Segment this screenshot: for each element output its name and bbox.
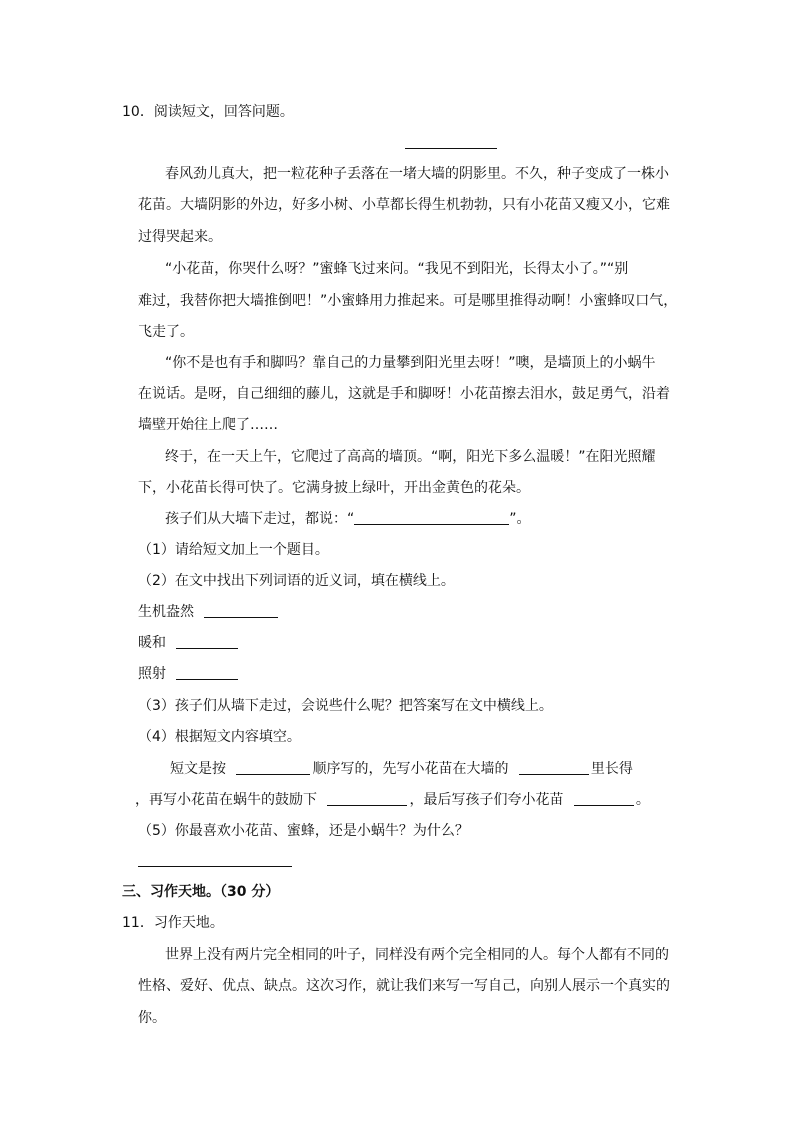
essay-prompt-line: 你。	[138, 1010, 166, 1026]
synonym-word: 照射	[138, 666, 166, 682]
passage-line: “小花苗，你哭什么呀？”蜜蜂飞过来问。“我见不到阳光，长得太小了。”“别	[165, 261, 629, 277]
sub-question-4: （4）根据短文内容填空。	[138, 729, 301, 745]
passage-line: 难过，我替你把大墙推倒吧！”小蜜蜂用力推起来。可是哪里推得动啊！小蜜蜂叹口气，	[138, 293, 678, 309]
synonym-blank[interactable]	[176, 665, 238, 680]
kids-quote-blank[interactable]	[354, 510, 509, 525]
fill-line-a	[170, 759, 633, 779]
passage-line: 终于，在一天上午，它爬过了高高的墙顶。“啊，阳光下多么温暖！”在阳光照耀	[165, 449, 656, 465]
section-3-heading: 三、习作天地。（30 分）	[122, 884, 280, 900]
kids-quote-before: 孩子们从大墙下走过，都说：“	[165, 511, 355, 527]
passage-line: 墙壁开始往上爬了……	[138, 417, 278, 433]
essay-prompt-line: 性格、爱好、优点、缺点。这次习作，就让我们来写一写自己，向别人展示一个真实的	[138, 978, 670, 994]
synonym-word: 暖和	[138, 635, 166, 651]
fill-text: ，最后写孩子们夸小花苗	[409, 792, 564, 808]
fill-blank[interactable]	[519, 760, 589, 775]
sub-question-3: （3）孩子们从墙下走过，会说些什么呢？把答案写在文中横线上。	[138, 698, 553, 714]
fill-blank[interactable]	[236, 760, 310, 775]
fill-text: 。	[635, 792, 650, 808]
answer-line-5[interactable]	[138, 866, 292, 867]
essay-prompt-line: 世界上没有两片完全相同的叶子，同样没有两个完全相同的人。每个人都有不同的	[165, 947, 669, 963]
passage-line: “你不是也有手和脚吗？靠自己的力量攀到阳光里去呀！”噢，是墙顶上的小蜗牛	[165, 355, 656, 371]
passage-line: 在说话。是呀，自己细细的藤儿，这就是手和脚呀！小花苗擦去泪水，鼓足勇气，沿着	[138, 386, 670, 402]
fill-text: 顺序写的，先写小花苗在大墙的	[312, 761, 509, 777]
synonym-blank[interactable]	[176, 634, 238, 649]
sub-question-1: （1）请给短文加上一个题目。	[138, 542, 329, 558]
synonym-row	[138, 602, 278, 622]
fill-text: 短文是按	[170, 761, 226, 777]
passage-line: 春风劲儿真大，把一粒花种子丢落在一堵大墙的阴影里。不久，种子变成了一株小	[165, 166, 669, 182]
sub-question-2: （2）在文中找出下列词语的近义词，填在横线上。	[138, 573, 455, 589]
fill-line-b	[135, 790, 650, 810]
passage-line: 花苗。大墙阴影的外边，好多小树、小草都长得生机勃勃，只有小花苗又瘦又小，它难	[138, 197, 670, 213]
fill-blank[interactable]	[574, 791, 634, 806]
fill-text: ，再写小花苗在蜗牛的鼓励下	[135, 792, 317, 808]
kids-quote-line	[165, 509, 531, 529]
fill-blank[interactable]	[327, 791, 407, 806]
title-answer-line[interactable]	[405, 148, 497, 149]
passage-line: 下，小花苗长得可快了。它满身披上绿叶，开出金黄色的花朵。	[138, 480, 530, 496]
synonym-row	[138, 664, 238, 684]
passage-line: 飞走了。	[138, 324, 194, 340]
sub-question-5: （5）你最喜欢小花苗、蜜蜂，还是小蜗牛？为什么？	[138, 823, 469, 839]
synonym-blank[interactable]	[204, 603, 278, 618]
synonym-word: 生机盎然	[138, 604, 194, 620]
fill-text: 里长得	[590, 761, 633, 777]
question-11-heading: 11．习作天地。	[122, 915, 224, 931]
passage-line: 过得哭起来。	[138, 229, 222, 245]
synonym-row	[138, 633, 238, 653]
question-10-heading: 10．阅读短文，回答问题。	[122, 104, 294, 120]
kids-quote-after: ”。	[509, 511, 531, 527]
